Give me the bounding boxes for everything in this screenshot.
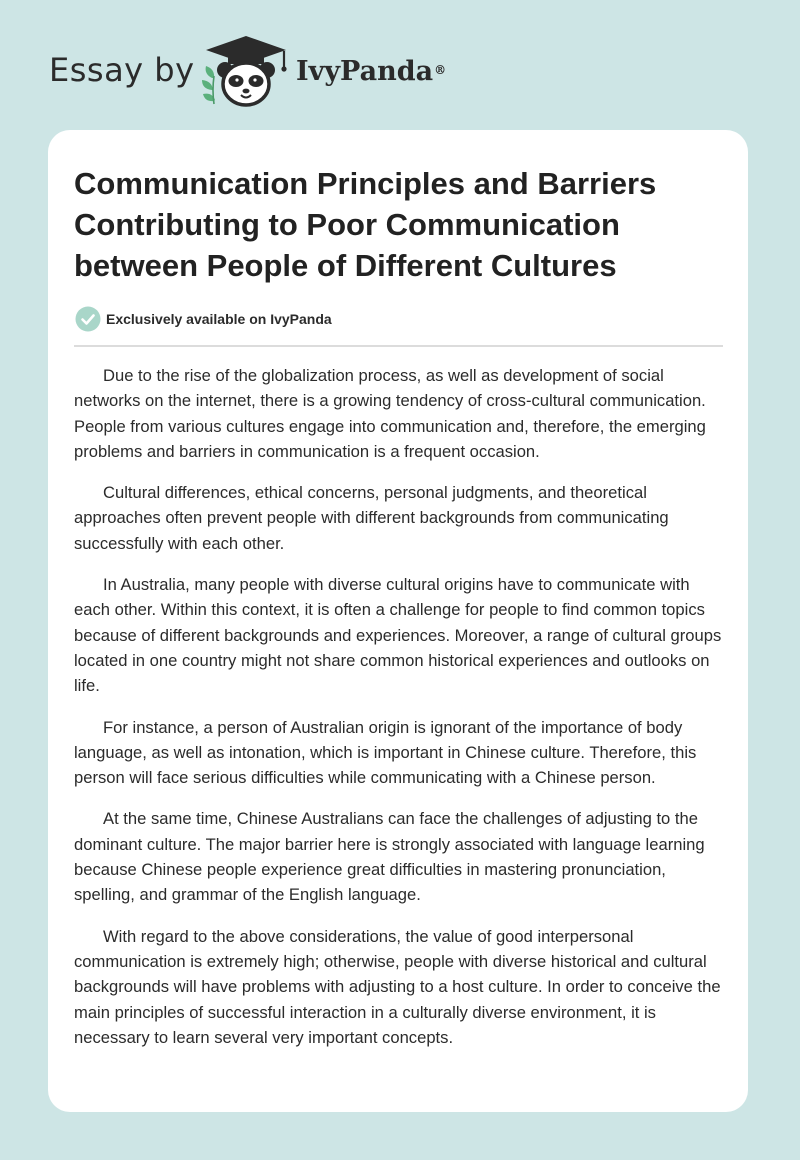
essay-title: Communication Principles and Barriers Contributing to Poor Communication between People of Different Cultures [74, 166, 657, 283]
paragraph: Cultural differences, ethical concerns, personal judgments, and theoretical approaches often prevent people with different backgrounds from communicating successfully with each other. [74, 483, 669, 553]
paragraph: At the same time, Chinese Australians can face the challenges of adjusting to the dominant culture. The major barrier here is strongly associated with language learning because Chinese people experience great difficulties in mastering pronunciation, spelling, and grammar of the English language. [74, 809, 705, 905]
paragraph: For instance, a person of Australian origin is ignorant of the importance of body language, as well as intonation, which is important in Chinese culture. Therefore, this person will face serious difficulties while communicating with a Chinese person. [74, 717, 697, 788]
paragraph: In Australia, many people with diverse cultural origins have to communicate with each other. Within this context, it is often a challenge for people to find common topics because of different backgrounds and experiences. Moreover, a range of cultural groups located in one country might not share common historical experiences and outlooks on life. [74, 575, 722, 696]
paragraph: With regard to the above considerations, the value of good interpersonal communication is extremely high; otherwise, people with diverse historical and cultural backgrounds will have problems with adjusting to a host culture. In order to conceive the main principles of successful interaction in a culturally diverse environment, it is necessary to learn several very important concepts. [74, 926, 721, 1047]
check-circle-icon [75, 306, 101, 332]
essay-by-label: Essay by [49, 51, 195, 89]
essay-card [48, 130, 748, 1112]
exclusive-badge-label: Exclusively available on IvyPanda [106, 311, 332, 327]
essay-body [74, 363, 726, 1066]
site-header [0, 0, 800, 120]
brand-name[interactable]: IvyPanda® [296, 56, 447, 87]
exclusive-badge [75, 306, 332, 332]
paragraph: Due to the rise of the globalization process, as well as development of social networks on the internet, there is a growing tendency of cross-cultural communication. People from various cultures engage into communication and, therefore, the emerging problems and barriers in communication is a frequent occasion. [74, 366, 706, 461]
panda-graduate-icon[interactable] [200, 34, 292, 110]
title-divider [74, 345, 723, 347]
registered-mark: ® [434, 63, 447, 77]
